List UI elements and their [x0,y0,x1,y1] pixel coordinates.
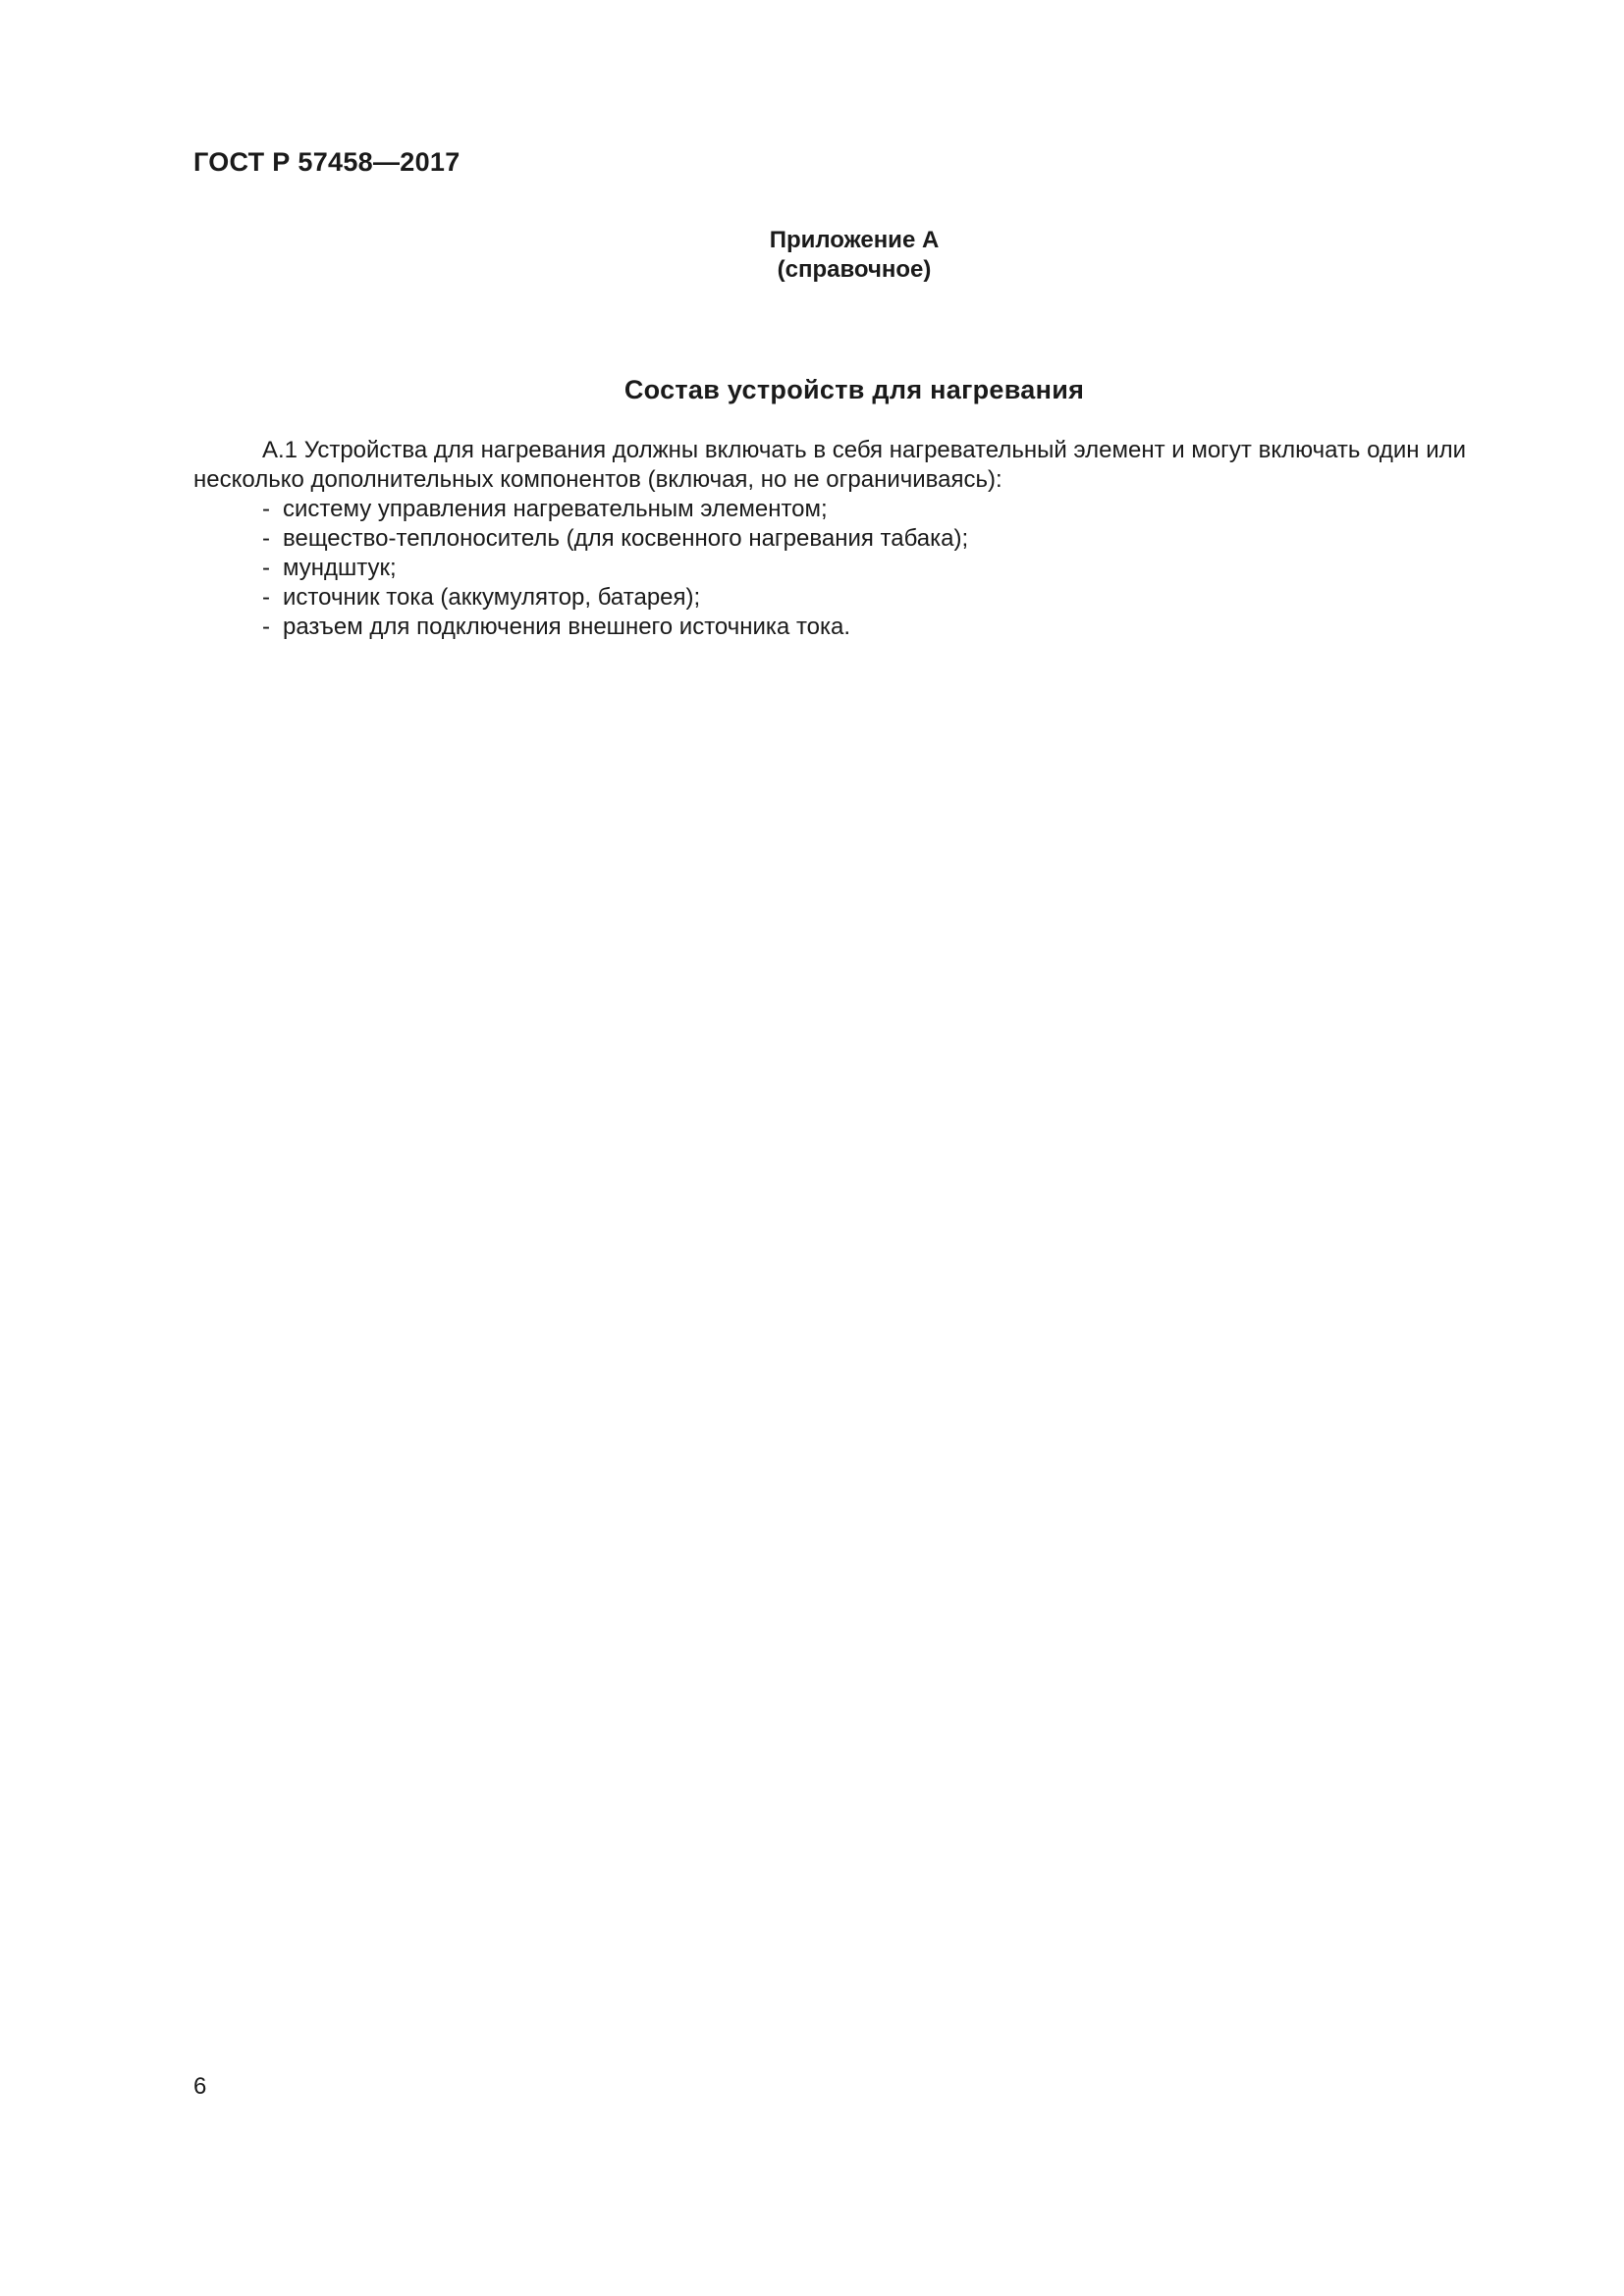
component-list [193,495,1529,642]
list-marker: - [262,614,270,640]
list-item-text: мундштук; [283,555,397,581]
list-item [262,524,1529,554]
list-item [262,495,1529,524]
standard-number-header: ГОСТ Р 57458—2017 [193,147,460,177]
body-text [193,436,1529,642]
list-marker: - [262,584,270,611]
annex-title: Приложение А [769,227,940,253]
paragraph-line-2: несколько дополнительных компонентов (включая, но не ограничиваясь): [193,466,1002,493]
list-marker: - [262,525,270,552]
list-item [262,613,1529,642]
list-item-text: разъем для подключения внешнего источника тока. [283,614,851,640]
list-item-text: систему управления нагревательным элементом; [283,496,828,522]
list-item [262,554,1529,583]
section-title: Состав устройств для нагревания [623,375,1085,404]
paragraph-line-1: А.1 Устройства для нагревания должны включать в себя нагревательный элемент и могут включать один или [262,437,1467,463]
list-marker: - [262,555,270,581]
list-item-text: источник тока (аккумулятор, батарея); [283,584,701,611]
list-item [262,583,1529,613]
list-item-text: вещество-теплоноситель (для косвенного нагревания табака); [283,525,969,552]
annex-heading [697,226,1011,285]
list-marker: - [262,496,270,522]
page-number: 6 [193,2073,207,2100]
annex-status: (справочное) [777,256,932,283]
